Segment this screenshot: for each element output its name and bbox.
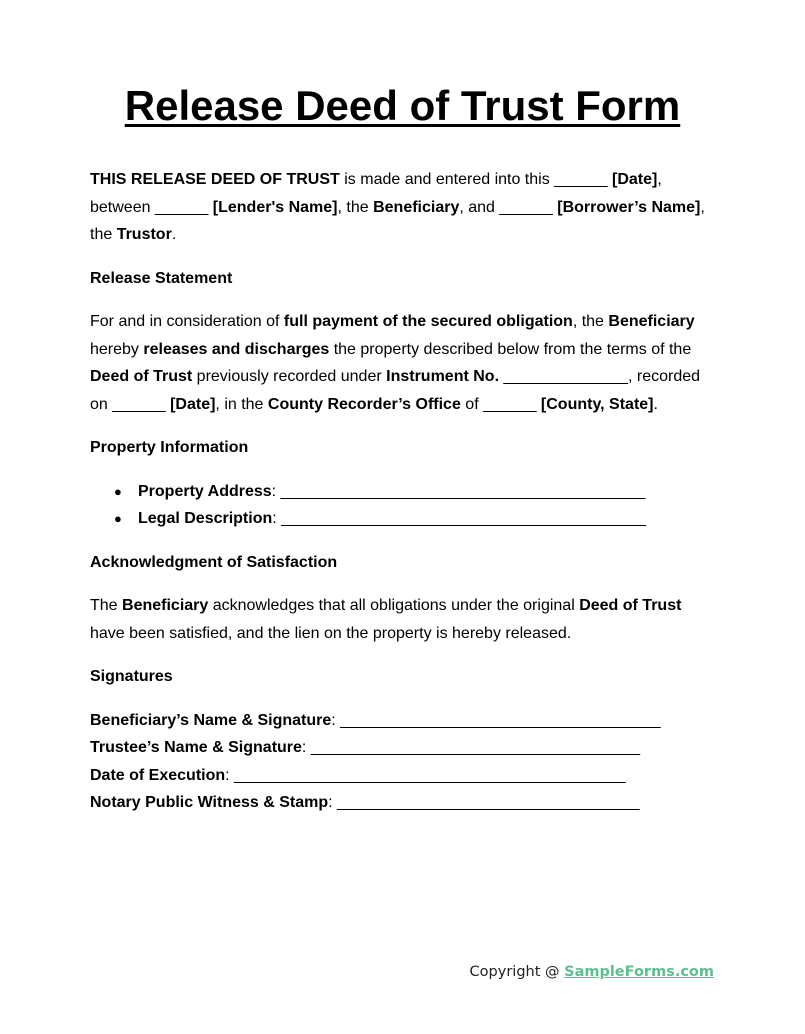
text: For and in consideration of [90, 313, 284, 330]
signature-line [90, 789, 715, 817]
bold-text: [Date] [170, 395, 216, 413]
text: ______________, recorded on ______ [90, 368, 701, 413]
bold-text: Deed of Trust [579, 597, 682, 614]
text: , in the [215, 395, 268, 413]
text: , between ______ [90, 171, 662, 216]
field-label: Date of Execution [90, 766, 226, 784]
blank-line: : __________________________________ [328, 794, 640, 811]
bold-text: County Recorder’s Office [267, 395, 461, 413]
text: The [90, 597, 123, 614]
text: , the [337, 198, 374, 216]
field-label: Property Address [138, 482, 272, 500]
sampleforms-link[interactable]: SampleForms.com [564, 964, 714, 980]
field-label: Legal Description [138, 510, 273, 527]
bold-text: [County, State] [540, 395, 654, 413]
blank-line: : ____________________________________ [331, 711, 661, 729]
field-label: Trustee’s Name & Signature [90, 739, 302, 756]
release-paragraph [90, 308, 715, 418]
text: is made and entered into this ______ [339, 171, 612, 188]
text: have been satisfied, and the lien on the property is hereby released. [90, 624, 572, 642]
text: , and ______ [459, 198, 558, 216]
text: . [171, 226, 177, 243]
property-heading: Property Information [90, 439, 249, 456]
signature-line [90, 734, 715, 762]
blank-line: : ____________________________________________ [225, 766, 626, 784]
text: of ______ [460, 395, 541, 413]
bold-text: [Borrower’s Name] [557, 198, 701, 216]
release-heading: Release Statement [90, 269, 233, 287]
copyright-text: Copyright @ [469, 964, 565, 980]
bold-text: THIS RELEASE DEED OF TRUST [90, 171, 340, 188]
bold-text: full payment of the secured obligation [283, 313, 573, 330]
bold-text: Trustor [116, 226, 172, 243]
property-list [90, 478, 715, 533]
text: hereby [90, 340, 144, 358]
signature-line [90, 762, 715, 790]
field-label: Notary Public Witness & Stamp [90, 794, 329, 811]
signature-block [90, 707, 715, 817]
ack-paragraph [90, 592, 715, 647]
signature-line [90, 707, 715, 735]
document-body [90, 166, 715, 817]
field-label: Beneficiary’s Name & Signature [90, 711, 332, 729]
copyright-footer [470, 964, 714, 980]
text: , the [572, 313, 609, 330]
list-item [90, 505, 715, 533]
page-title: Release Deed of Trust Form [124, 82, 681, 129]
blank-line: : _____________________________________ [301, 739, 641, 756]
text: previously recorded under [192, 368, 387, 385]
intro-paragraph [90, 166, 715, 249]
bold-text: [Lender's Name] [212, 198, 338, 216]
blank-line: : _________________________________________ [271, 482, 646, 500]
bold-text: [Date] [611, 171, 658, 188]
ack-heading: Acknowledgment of Satisfaction [90, 553, 338, 571]
text: . [653, 395, 658, 413]
signatures-heading: Signatures [90, 668, 173, 685]
text: , the [90, 198, 705, 243]
bold-text: Deed of Trust [90, 368, 193, 385]
bold-text: Beneficiary [608, 313, 695, 330]
list-item [90, 478, 715, 506]
blank-line: : _________________________________________ [272, 510, 646, 527]
text: the property described below from the terms of the [329, 340, 692, 358]
bold-text: Instrument No. [386, 368, 500, 385]
bold-text: Beneficiary [373, 198, 460, 216]
bold-text: Beneficiary [122, 597, 209, 614]
text: acknowledges that all obligations under the original [208, 597, 580, 614]
bold-text: releases and discharges [143, 340, 330, 358]
